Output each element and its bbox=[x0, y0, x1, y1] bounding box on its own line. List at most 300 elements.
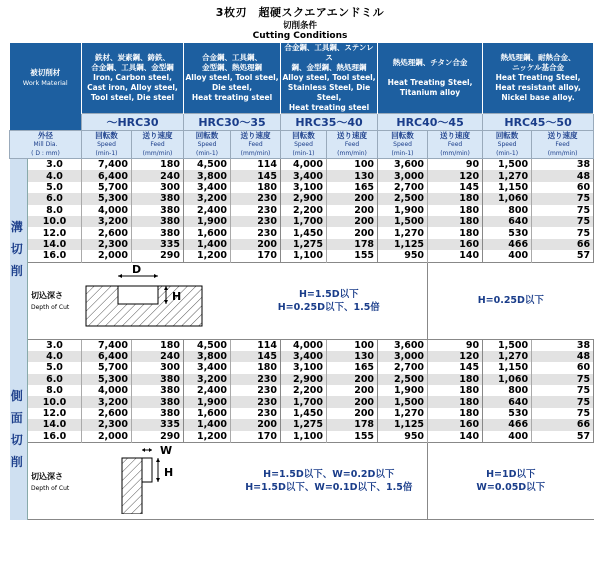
feed-cell: 230 bbox=[231, 396, 281, 407]
feed-cell: 200 bbox=[327, 396, 378, 407]
mat-en: Heat treating steel bbox=[288, 103, 370, 112]
hrc-3: HRC35～40 bbox=[281, 114, 378, 131]
feed-cell: 200 bbox=[231, 239, 281, 250]
mat-jp: ニッケル基合金 bbox=[512, 63, 564, 72]
mat-en: Iron, Carbon steel, bbox=[93, 73, 172, 82]
feed-en: Feed bbox=[150, 141, 165, 148]
speed-cell: 4,000 bbox=[82, 205, 132, 216]
speed-cell: 2,500 bbox=[378, 193, 428, 204]
condition-line: H=1D以下 bbox=[486, 469, 536, 481]
speed-cell: 7,400 bbox=[82, 159, 132, 171]
speed-cell: 400 bbox=[483, 250, 532, 262]
subtitle-en: Cutting Conditions bbox=[252, 31, 348, 41]
feed-label bbox=[132, 131, 184, 159]
condition-line: W=0.05D以下 bbox=[476, 482, 546, 494]
diagram-label-h: H bbox=[163, 466, 173, 480]
condition-line: H=0.25D以下 bbox=[477, 295, 544, 307]
mill-dia-cell: 8.0 bbox=[28, 385, 82, 396]
depth-jp: 切込深さ bbox=[31, 291, 63, 301]
mat-jp: 金型鋼、熱処理鋼 bbox=[202, 63, 263, 72]
speed-cell: 4,000 bbox=[281, 159, 327, 171]
speed-unit: (min-1) bbox=[196, 150, 218, 157]
page-title: 3枚刃 超硬スクエアエンドミル bbox=[215, 6, 385, 19]
feed-cell: 165 bbox=[327, 362, 378, 373]
table-body bbox=[10, 159, 594, 520]
feed-cell: 180 bbox=[428, 193, 483, 204]
feed-cell: 180 bbox=[428, 374, 483, 385]
feed-cell: 180 bbox=[428, 396, 483, 407]
section-label-char: 面 bbox=[10, 411, 23, 426]
feed-cell: 145 bbox=[231, 170, 281, 181]
mill-dia-cell: 5.0 bbox=[28, 362, 82, 373]
feed-cell: 75 bbox=[532, 205, 594, 216]
depth-of-cut-label bbox=[28, 262, 82, 339]
mat-en: Heat Treating Steel, bbox=[387, 78, 473, 87]
mat-en: Heat resistant alloy, bbox=[495, 83, 581, 92]
speed-unit: (min-1) bbox=[391, 150, 414, 157]
dia-label-unit: ( D : mm) bbox=[31, 150, 60, 157]
speed-jp: 回転数 bbox=[292, 131, 315, 140]
feed-cell: 120 bbox=[428, 170, 483, 181]
subtitle-jp: 切削条件 bbox=[282, 21, 317, 31]
mill-dia-cell: 6.0 bbox=[28, 374, 82, 385]
diagram-label-h: H bbox=[171, 289, 181, 303]
feed-cell: 380 bbox=[132, 205, 184, 216]
feed-cell: 230 bbox=[231, 227, 281, 238]
feed-cell: 48 bbox=[532, 351, 594, 362]
feed-cell: 75 bbox=[532, 408, 594, 419]
speed-en: Speed bbox=[497, 141, 517, 148]
table-row bbox=[10, 419, 594, 430]
feed-cell: 230 bbox=[231, 408, 281, 419]
speed-cell: 1,900 bbox=[378, 205, 428, 216]
hrc-1: ～HRC30 bbox=[82, 114, 184, 131]
feed-cell: 75 bbox=[532, 385, 594, 396]
feed-cell: 75 bbox=[532, 396, 594, 407]
speed-cell: 3,400 bbox=[281, 351, 327, 362]
feed-cell: 75 bbox=[532, 193, 594, 204]
speed-cell: 1,900 bbox=[378, 385, 428, 396]
feed-cell: 48 bbox=[532, 170, 594, 181]
speed-jp: 回転数 bbox=[391, 131, 414, 140]
feed-cell: 114 bbox=[231, 159, 281, 171]
table-row bbox=[10, 339, 594, 351]
feed-jp: 送り速度 bbox=[440, 131, 471, 140]
speed-cell: 1,125 bbox=[378, 419, 428, 430]
speed-cell: 3,200 bbox=[184, 193, 231, 204]
feed-cell: 180 bbox=[132, 339, 184, 351]
table-row bbox=[10, 396, 594, 407]
speed-cell: 2,000 bbox=[82, 431, 132, 443]
feed-cell: 100 bbox=[327, 159, 378, 171]
feed-cell: 145 bbox=[428, 182, 483, 193]
material-header-5 bbox=[483, 43, 594, 114]
speed-cell: 1,500 bbox=[483, 339, 532, 351]
feed-jp: 送り速度 bbox=[142, 131, 173, 140]
speed-cell: 3,400 bbox=[184, 182, 231, 193]
feed-cell: 200 bbox=[327, 193, 378, 204]
speed-cell: 3,200 bbox=[82, 396, 132, 407]
feed-unit: (mm/min) bbox=[547, 150, 578, 157]
mill-dia-cell: 5.0 bbox=[28, 182, 82, 193]
speed-cell: 1,270 bbox=[378, 227, 428, 238]
depth-of-cut-label bbox=[28, 443, 82, 520]
feed-cell: 155 bbox=[327, 431, 378, 443]
speed-cell: 1,150 bbox=[483, 182, 532, 193]
depth-of-cut-row bbox=[10, 262, 594, 339]
speed-cell: 3,100 bbox=[281, 182, 327, 193]
dia-label-en: Mill Dia. bbox=[33, 141, 58, 148]
mat-en: Alloy steel, Tool steel, bbox=[185, 73, 279, 82]
speed-cell: 3,800 bbox=[184, 170, 231, 181]
mat-en: Nickel base alloy. bbox=[501, 93, 575, 102]
depth-of-cut-row bbox=[10, 443, 594, 520]
mill-dia-cell: 3.0 bbox=[28, 339, 82, 351]
table-row bbox=[10, 227, 594, 238]
material-header-1 bbox=[82, 43, 184, 114]
mat-en: Stainless Steel, Die Steel, bbox=[287, 83, 371, 102]
speed-cell: 466 bbox=[483, 419, 532, 430]
speed-cell: 1,900 bbox=[184, 216, 231, 227]
speed-cell: 1,600 bbox=[184, 227, 231, 238]
material-label-en: Work Material bbox=[22, 79, 68, 88]
section-label-char: 削 bbox=[10, 455, 23, 470]
hrc-4: HRC40～45 bbox=[378, 114, 483, 131]
speed-cell: 3,600 bbox=[378, 339, 428, 351]
table-row bbox=[10, 239, 594, 250]
table-row bbox=[10, 351, 594, 362]
condition-line: H=0.25D以下、1.5倍 bbox=[277, 301, 380, 313]
speed-jp: 回転数 bbox=[495, 131, 519, 140]
table-row bbox=[10, 170, 594, 181]
speed-cell: 1,100 bbox=[281, 250, 327, 262]
depth-jp: 切込深さ bbox=[31, 471, 63, 481]
material-header-row bbox=[10, 43, 594, 114]
hrc-5: HRC45～50 bbox=[483, 114, 594, 131]
speed-cell: 3,600 bbox=[378, 159, 428, 171]
material-header-4 bbox=[378, 43, 483, 114]
mill-dia-cell: 4.0 bbox=[28, 351, 82, 362]
mat-en: Alloy steel, Tool steel, bbox=[282, 73, 376, 82]
feed-cell: 380 bbox=[132, 408, 184, 419]
table-row bbox=[10, 431, 594, 443]
mat-jp: 鋼、金型鋼、熱処理鋼 bbox=[291, 63, 367, 72]
depth-en: Depth of Cut bbox=[31, 484, 70, 492]
feed-label bbox=[231, 131, 281, 159]
speed-cell: 1,060 bbox=[483, 193, 532, 204]
speed-cell: 1,500 bbox=[483, 159, 532, 171]
depth-condition-right bbox=[428, 443, 594, 520]
mat-en: Heat Treating Steel, bbox=[495, 73, 581, 82]
feed-cell: 200 bbox=[231, 419, 281, 430]
feed-en: Feed bbox=[555, 141, 570, 148]
feed-cell: 57 bbox=[532, 250, 594, 262]
speed-cell: 400 bbox=[483, 431, 532, 443]
diagram-label-w: W bbox=[159, 444, 172, 458]
speed-cell: 2,200 bbox=[281, 205, 327, 216]
feed-cell: 380 bbox=[132, 193, 184, 204]
feed-cell: 180 bbox=[231, 182, 281, 193]
section-label-char: 削 bbox=[10, 264, 23, 278]
feed-cell: 300 bbox=[132, 182, 184, 193]
speed-cell: 3,200 bbox=[82, 216, 132, 227]
section-label-char: 側 bbox=[10, 389, 23, 404]
speed-cell: 3,000 bbox=[378, 351, 428, 362]
feed-cell: 230 bbox=[231, 385, 281, 396]
mill-dia-cell: 6.0 bbox=[28, 193, 82, 204]
feed-cell: 90 bbox=[428, 159, 483, 171]
dia-label-cell bbox=[10, 131, 82, 159]
feed-cell: 75 bbox=[532, 216, 594, 227]
feed-cell: 165 bbox=[327, 182, 378, 193]
feed-en: Feed bbox=[344, 141, 360, 148]
speed-cell: 5,300 bbox=[82, 374, 132, 385]
mill-dia-cell: 10.0 bbox=[28, 216, 82, 227]
feed-cell: 38 bbox=[532, 159, 594, 171]
feed-cell: 230 bbox=[231, 193, 281, 204]
speed-cell: 3,800 bbox=[184, 351, 231, 362]
speed-en: Speed bbox=[197, 141, 217, 148]
feed-unit: (mm/min) bbox=[240, 150, 271, 157]
feed-cell: 380 bbox=[132, 396, 184, 407]
table-row bbox=[10, 182, 594, 193]
feed-cell: 230 bbox=[231, 216, 281, 227]
feed-cell: 75 bbox=[532, 374, 594, 385]
table-row bbox=[10, 193, 594, 204]
depth-en: Depth of Cut bbox=[31, 304, 70, 312]
speed-cell: 640 bbox=[483, 396, 532, 407]
mat-en: Heat treating steel bbox=[191, 93, 273, 102]
mat-en: Die steel, bbox=[211, 83, 253, 92]
feed-cell: 178 bbox=[327, 419, 378, 430]
speed-label bbox=[378, 131, 428, 159]
mill-dia-cell: 4.0 bbox=[28, 170, 82, 181]
speed-cell: 2,200 bbox=[281, 385, 327, 396]
speed-cell: 6,400 bbox=[82, 170, 132, 181]
speed-jp: 回転数 bbox=[95, 131, 118, 140]
feed-cell: 114 bbox=[231, 339, 281, 351]
mat-en: Titanium alloy bbox=[399, 88, 461, 97]
condition-line: H=1.5D以下 bbox=[298, 288, 359, 300]
mat-jp: 合金鋼、工具鋼、金型鋼 bbox=[91, 63, 174, 72]
side-cut-diagram bbox=[82, 444, 232, 514]
feed-cell: 290 bbox=[132, 250, 184, 262]
speed-cell: 3,200 bbox=[184, 374, 231, 385]
speed-cell: 1,200 bbox=[184, 250, 231, 262]
speed-cell: 4,500 bbox=[184, 339, 231, 351]
speed-cell: 800 bbox=[483, 205, 532, 216]
feed-cell: 200 bbox=[327, 374, 378, 385]
feed-cell: 170 bbox=[231, 250, 281, 262]
section-label-char: 切 bbox=[10, 433, 23, 448]
speed-unit: (min-1) bbox=[95, 150, 118, 157]
feed-cell: 180 bbox=[428, 408, 483, 419]
speed-unit: (min-1) bbox=[496, 150, 519, 157]
cut-diagram-cell bbox=[82, 262, 231, 339]
feed-cell: 380 bbox=[132, 385, 184, 396]
table-row bbox=[10, 362, 594, 373]
feed-cell: 200 bbox=[327, 385, 378, 396]
speed-cell: 1,270 bbox=[378, 408, 428, 419]
speed-cell: 2,300 bbox=[82, 239, 132, 250]
table-row bbox=[10, 385, 594, 396]
speed-cell: 2,000 bbox=[82, 250, 132, 262]
speed-cell: 2,300 bbox=[82, 419, 132, 430]
cut-diagram-cell bbox=[82, 443, 231, 520]
depth-condition-right bbox=[428, 262, 594, 339]
mill-dia-cell: 3.0 bbox=[28, 159, 82, 171]
mat-jp: 合金鋼、工具鋼、ステンレス bbox=[284, 43, 374, 62]
feed-cell: 290 bbox=[132, 431, 184, 443]
mill-dia-cell: 10.0 bbox=[28, 396, 82, 407]
speed-cell: 4,000 bbox=[82, 385, 132, 396]
feed-cell: 170 bbox=[231, 431, 281, 443]
section-label-char: 切 bbox=[10, 242, 23, 256]
speed-cell: 2,600 bbox=[82, 408, 132, 419]
speed-cell: 1,500 bbox=[378, 216, 428, 227]
speed-cell: 466 bbox=[483, 239, 532, 250]
feed-cell: 140 bbox=[428, 431, 483, 443]
mill-dia-cell: 16.0 bbox=[28, 431, 82, 443]
hardness-row bbox=[10, 114, 594, 131]
column-label-row bbox=[10, 131, 594, 159]
speed-en: Speed bbox=[294, 141, 313, 148]
feed-jp: 送り速度 bbox=[337, 131, 368, 140]
feed-cell: 100 bbox=[327, 339, 378, 351]
hardness-spacer bbox=[10, 114, 82, 131]
feed-label bbox=[428, 131, 483, 159]
speed-cell: 2,600 bbox=[82, 227, 132, 238]
speed-cell: 2,500 bbox=[378, 374, 428, 385]
speed-cell: 7,400 bbox=[82, 339, 132, 351]
speed-cell: 1,125 bbox=[378, 239, 428, 250]
material-header-2 bbox=[184, 43, 281, 114]
speed-cell: 1,060 bbox=[483, 374, 532, 385]
speed-label bbox=[483, 131, 532, 159]
speed-cell: 1,450 bbox=[281, 408, 327, 419]
speed-cell: 4,500 bbox=[184, 159, 231, 171]
speed-en: Speed bbox=[97, 141, 116, 148]
table-row bbox=[10, 374, 594, 385]
hrc-2: HRC30～35 bbox=[184, 114, 281, 131]
material-label-cell bbox=[10, 43, 82, 114]
feed-cell: 200 bbox=[327, 216, 378, 227]
feed-cell: 120 bbox=[428, 351, 483, 362]
feed-unit: (mm/min) bbox=[337, 150, 367, 157]
speed-cell: 2,700 bbox=[378, 362, 428, 373]
mill-dia-cell: 8.0 bbox=[28, 205, 82, 216]
feed-label bbox=[532, 131, 594, 159]
cutting-conditions-table bbox=[9, 43, 594, 520]
depth-condition-left bbox=[231, 443, 428, 520]
feed-cell: 140 bbox=[428, 250, 483, 262]
feed-cell: 200 bbox=[327, 408, 378, 419]
table-row bbox=[10, 250, 594, 262]
speed-cell: 950 bbox=[378, 250, 428, 262]
speed-cell: 1,150 bbox=[483, 362, 532, 373]
feed-cell: 380 bbox=[132, 374, 184, 385]
table-row bbox=[10, 159, 594, 171]
feed-cell: 160 bbox=[428, 419, 483, 430]
dia-label-jp: 外径 bbox=[38, 131, 53, 140]
speed-cell: 3,400 bbox=[184, 362, 231, 373]
depth-condition-left bbox=[231, 262, 428, 339]
feed-cell: 130 bbox=[327, 170, 378, 181]
feed-cell: 90 bbox=[428, 339, 483, 351]
feed-cell: 145 bbox=[231, 351, 281, 362]
mat-jp: 熱処理鋼、耐熱合金、 bbox=[500, 53, 576, 62]
feed-cell: 230 bbox=[231, 374, 281, 385]
feed-cell: 240 bbox=[132, 351, 184, 362]
speed-cell: 1,400 bbox=[184, 239, 231, 250]
feed-cell: 66 bbox=[532, 239, 594, 250]
speed-cell: 530 bbox=[483, 227, 532, 238]
feed-cell: 130 bbox=[327, 351, 378, 362]
table-row bbox=[10, 205, 594, 216]
feed-cell: 200 bbox=[327, 227, 378, 238]
feed-cell: 180 bbox=[231, 362, 281, 373]
feed-cell: 180 bbox=[428, 216, 483, 227]
feed-label bbox=[327, 131, 378, 159]
speed-cell: 3,000 bbox=[378, 170, 428, 181]
speed-cell: 2,400 bbox=[184, 205, 231, 216]
feed-cell: 160 bbox=[428, 239, 483, 250]
feed-unit: (mm/min) bbox=[142, 150, 173, 157]
speed-cell: 950 bbox=[378, 431, 428, 443]
feed-jp: 送り速度 bbox=[240, 131, 271, 140]
feed-en: Feed bbox=[447, 141, 463, 148]
mill-dia-cell: 12.0 bbox=[28, 227, 82, 238]
speed-jp: 回転数 bbox=[195, 131, 219, 140]
speed-cell: 1,700 bbox=[281, 396, 327, 407]
speed-label bbox=[82, 131, 132, 159]
speed-cell: 3,100 bbox=[281, 362, 327, 373]
feed-cell: 75 bbox=[532, 227, 594, 238]
feed-cell: 335 bbox=[132, 239, 184, 250]
speed-unit: (min-1) bbox=[292, 150, 315, 157]
feed-cell: 178 bbox=[327, 239, 378, 250]
feed-cell: 145 bbox=[428, 362, 483, 373]
speed-cell: 1,275 bbox=[281, 239, 327, 250]
material-header-3 bbox=[281, 43, 378, 114]
mat-en: Tool steel, Die steel bbox=[90, 93, 175, 102]
speed-cell: 1,600 bbox=[184, 408, 231, 419]
speed-cell: 1,270 bbox=[483, 351, 532, 362]
section-label bbox=[10, 339, 28, 520]
mill-dia-cell: 12.0 bbox=[28, 408, 82, 419]
mat-en: Cast iron, Alloy steel, bbox=[87, 83, 178, 92]
section-label-char: 溝 bbox=[10, 220, 23, 234]
speed-cell: 1,500 bbox=[378, 396, 428, 407]
speed-cell: 1,700 bbox=[281, 216, 327, 227]
diagram-label-d: D bbox=[131, 263, 141, 276]
feed-cell: 200 bbox=[327, 205, 378, 216]
speed-cell: 5,300 bbox=[82, 193, 132, 204]
feed-unit: (mm/min) bbox=[440, 150, 470, 157]
feed-cell: 230 bbox=[231, 205, 281, 216]
feed-cell: 180 bbox=[428, 205, 483, 216]
speed-cell: 2,900 bbox=[281, 374, 327, 385]
speed-cell: 800 bbox=[483, 385, 532, 396]
mill-dia-cell: 14.0 bbox=[28, 239, 82, 250]
feed-cell: 380 bbox=[132, 216, 184, 227]
feed-cell: 155 bbox=[327, 250, 378, 262]
feed-cell: 335 bbox=[132, 419, 184, 430]
table-row bbox=[10, 408, 594, 419]
speed-cell: 2,900 bbox=[281, 193, 327, 204]
speed-cell: 5,700 bbox=[82, 362, 132, 373]
feed-cell: 66 bbox=[532, 419, 594, 430]
